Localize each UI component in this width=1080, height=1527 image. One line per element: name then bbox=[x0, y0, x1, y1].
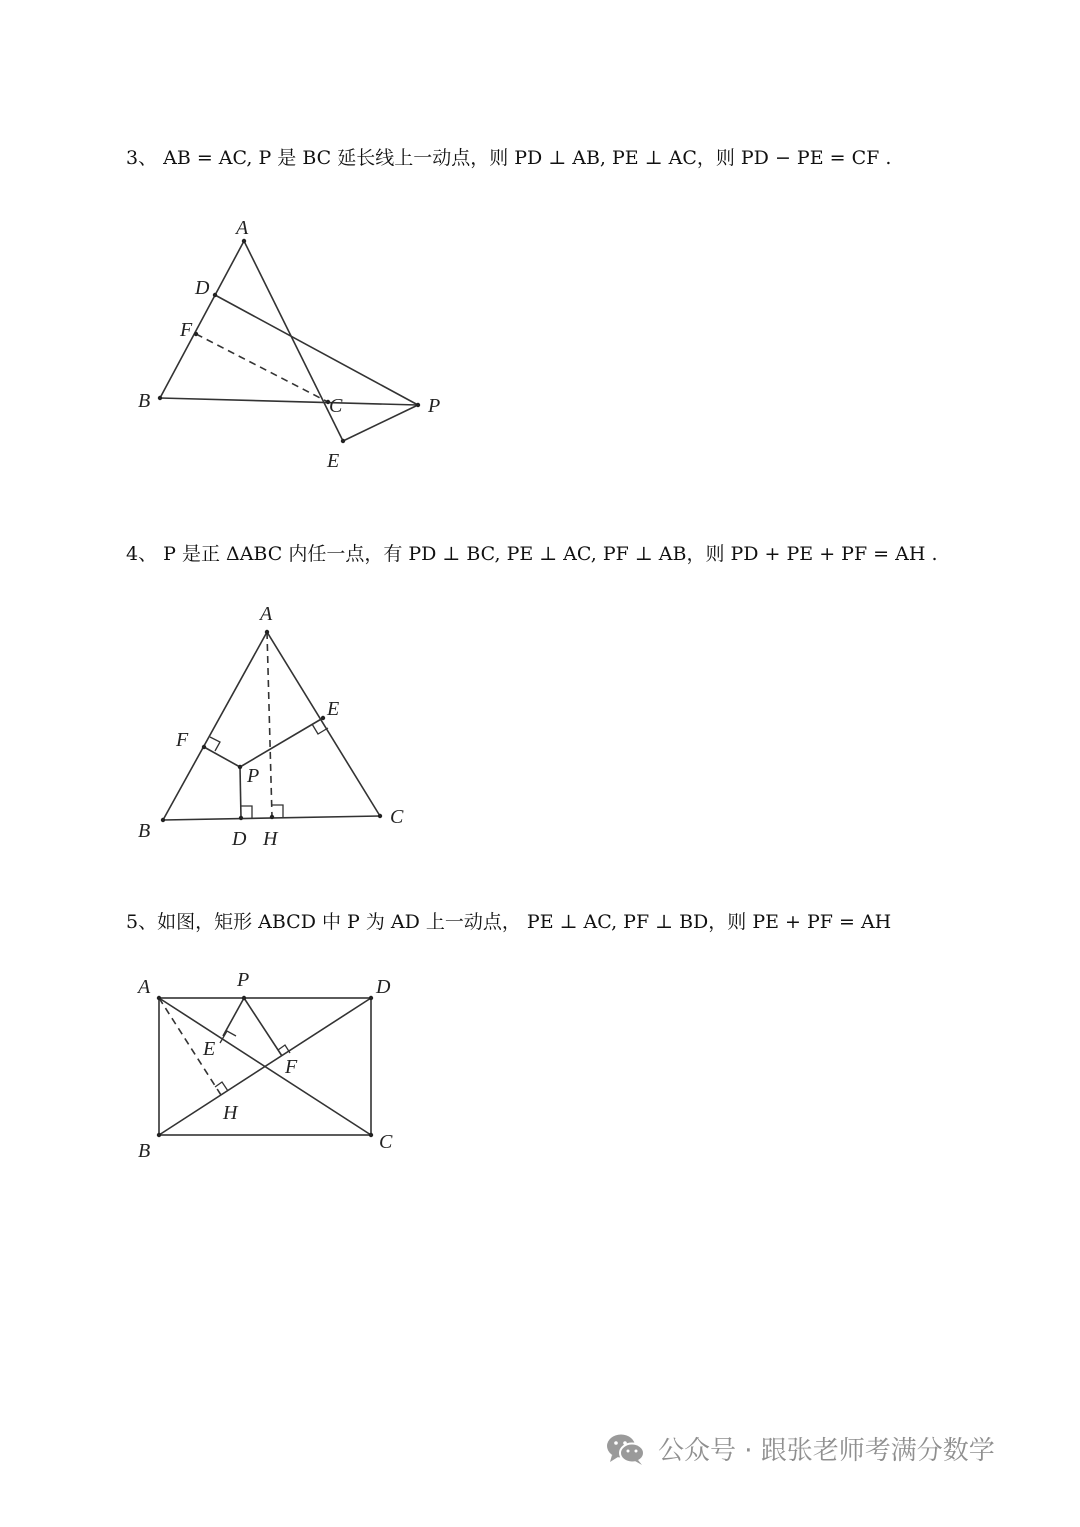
fig5-label-P: P bbox=[237, 969, 250, 991]
fig5-segment-PF bbox=[244, 998, 282, 1056]
fig4-label-C: C bbox=[390, 806, 404, 828]
fig3-label-E: E bbox=[327, 450, 340, 472]
fig5-label-A: A bbox=[138, 976, 151, 998]
watermark-text: 公众号 · 跟张老师考满分数学 bbox=[658, 1436, 995, 1466]
fig4-label-B: B bbox=[138, 820, 151, 842]
fig5-label-E: E bbox=[203, 1038, 216, 1060]
fig4-label-F: F bbox=[176, 729, 189, 751]
fig5-label-B: B bbox=[138, 1140, 151, 1162]
fig4-label-H: H bbox=[263, 828, 278, 850]
fig3-label-D: D bbox=[195, 277, 210, 299]
fig4-label-E: E bbox=[327, 698, 340, 720]
problem-4-text: 4、 P 是正 ΔABC 内任一点，有 PD ⊥ BC, PE ⊥ AC, PF ⊥ AB，则 PD + PE + PF = AH . bbox=[126, 543, 938, 565]
fig3-label-F: F bbox=[180, 319, 193, 341]
wechat-icon bbox=[604, 1431, 648, 1467]
fig4-label-D: D bbox=[232, 828, 247, 850]
fig5-label-F: F bbox=[285, 1056, 298, 1078]
fig3-label-B: B bbox=[138, 390, 151, 412]
problem-5-text: 5、如图，矩形 ABCD 中 P 为 AD 上一动点， PE ⊥ AC, PF ⊥ BD，则 PE + PF = AH bbox=[126, 911, 892, 933]
fig3-label-C: C bbox=[329, 395, 343, 417]
fig3-label-P: P bbox=[428, 395, 441, 417]
problem-3-text: 3、 AB = AC, P 是 BC 延长线上一动点，则 PD ⊥ AB, PE ⊥ AC，则 PD − PE = CF . bbox=[126, 147, 892, 169]
fig5-label-H: H bbox=[223, 1102, 238, 1124]
fig4-label-P: P bbox=[247, 765, 260, 787]
fig4-label-A: A bbox=[260, 603, 273, 625]
fig5-label-D: D bbox=[376, 976, 391, 998]
wechat-watermark bbox=[604, 1430, 995, 1467]
fig5-segment-PE bbox=[223, 998, 244, 1036]
fig5-label-C: C bbox=[379, 1131, 393, 1153]
fig3-label-A: A bbox=[236, 217, 249, 239]
